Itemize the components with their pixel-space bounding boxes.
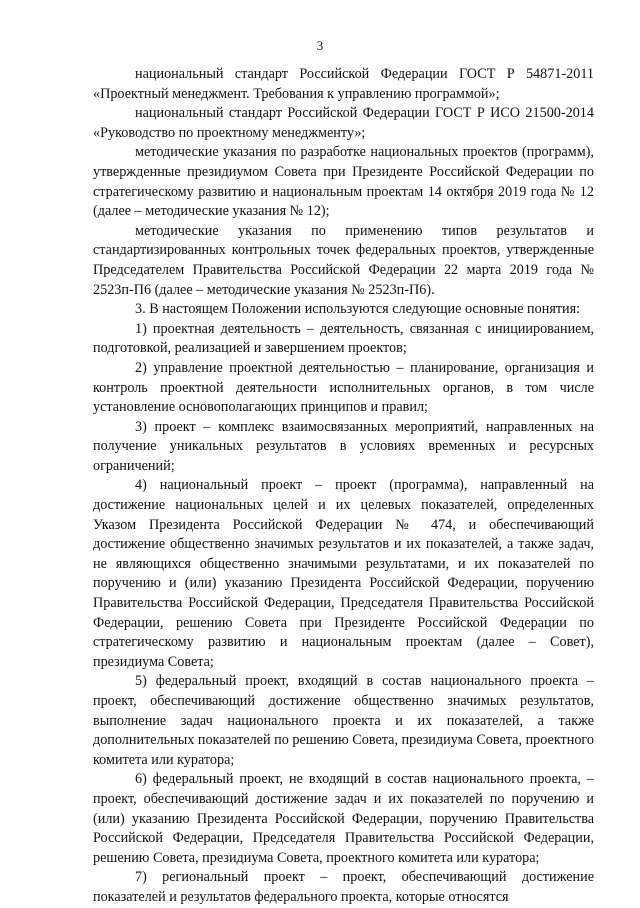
paragraph-section-3-intro: 3. В настоящем Положении используются следующие основные понятия:	[135, 301, 581, 318]
paragraph-gost-iso-21500: национальный стандарт Российской Федерации ГОСТ Р ИСО 21500-2014 «Руководство по проектному менеджменту»;	[93, 105, 594, 141]
definition-6: 6) федеральный проект, не входящий в состав национального проекта, – проект, обеспечивающий достижение задач и их показателей по поручению и (или) указанию Президента Российской Федерации, поручению Правительства Российской Федерации, Председателя Правительства Российской Федерации, решению Совета, президиума Совета, проектного комитета или куратора;	[93, 771, 594, 866]
paragraph-guidelines-2523: методические указания по применению типов результатов и стандартизированных контрольных точек федеральных проектов, утвержденные Председателем Правительства Российской Федерации 22 марта 2019 года № 2523п-П6 (далее – методические указания № 2523п-П6).	[93, 222, 594, 298]
definition-7: 7) региональный проект – проект, обеспечивающий достижение показателей и результатов федерального проекта, которые относятся	[93, 869, 594, 905]
definition-4: 4) национальный проект – проект (программа), направленный на достижение национальных целей и их целевых показателей, определенных Указом Президента Российской Федерации № 474, и обеспечивающий достижение общественно значимых результатов и их показателей, а также задач, не являющихся общественно значимыми результатами, и их показателей по поручению и (или) указанию Президента Российской Федерации, поручению Правительства Российской Федерации, Председателя Правительства Российской Федерации, решению Совета при Президенте Российской Федерации по стратегическому развитию и национальным проектам (далее – Совет), президиума Совета;	[93, 477, 594, 670]
definition-2: 2) управление проектной деятельностью – планирование, организация и контроль проектной деятельности исполнительных органов, в том числе установление основополагающих принципов и правил;	[93, 359, 594, 416]
definition-5: 5) федеральный проект, входящий в состав национального проекта – проект, обеспечивающий достижение общественно значимых результатов, выполнение задач национального проекта и их показателей, а также дополнительных показателей по решению Совета, президиума Совета, проектного комитета или куратора;	[93, 673, 594, 768]
definition-3: 3) проект – комплекс взаимосвязанных мероприятий, направленных на получение уникальных результатов в условиях временных и ресурсных ограничений;	[93, 418, 594, 474]
page-number: 3	[316, 38, 324, 53]
document-body	[93, 65, 594, 908]
paragraph-gost-54871: национальный стандарт Российской Федерации ГОСТ Р 54871-2011 «Проектный менеджмент. Требования к управлению программой»;	[93, 66, 594, 102]
paragraph-guidelines-12: методические указания по разработке национальных проектов (программ), утвержденные президиумом Совета при Президенте Российской Федерации по стратегическому развитию и национальным проектам 14 октября 2019 года № 12 (далее – методические указания № 12);	[93, 144, 594, 220]
definition-1: 1) проектная деятельность – деятельность, связанная с инициированием, подготовкой, реализацией и завершением проектов;	[93, 320, 594, 357]
